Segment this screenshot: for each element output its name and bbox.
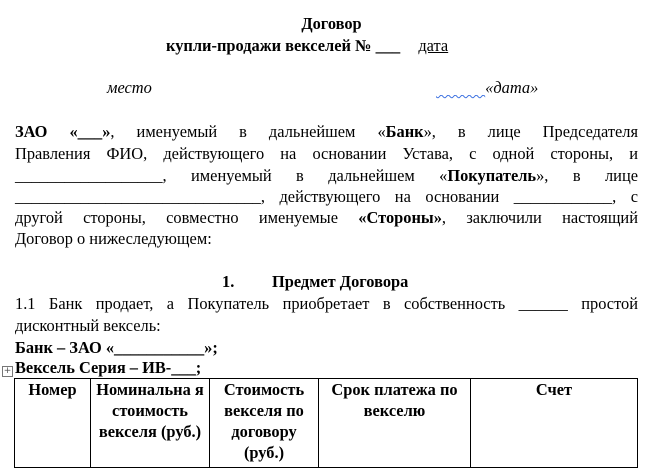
paragraph-line-3: __________________, именуемый в дальнейшем «Покупатель», в лице: [15, 166, 638, 185]
document-subtitle: [166, 36, 448, 56]
paragraph-line-4: ______________________________, действующего на основании ____________, с: [15, 187, 638, 206]
clause-1-1-line-1: 1.1 Банк продает, а Покупатель приобретает в собственность ______ простой: [15, 294, 638, 313]
header-account: Счет: [471, 379, 638, 468]
subtitle-date: дата: [418, 36, 449, 55]
subtitle-text: купли-продажи векселей № ___: [166, 36, 401, 55]
header-payment-term: Срок платежа по векселю: [319, 379, 471, 468]
bank-line: Банк – ЗАО «___________»;: [15, 338, 218, 357]
header-number: Номер: [15, 379, 91, 468]
bills-table: [14, 378, 638, 468]
date-text: «дата»: [485, 78, 539, 97]
section-number: 1.: [222, 272, 235, 291]
place-field: место: [107, 78, 152, 97]
bill-series-line: Вексель Серия – ИВ-___;: [15, 358, 202, 377]
clause-1-1-line-2: дисконтный вексель:: [15, 316, 161, 335]
header-contract-value: Стоимость векселя по договору (руб.): [210, 379, 319, 468]
table-move-handle-icon[interactable]: +: [3, 366, 12, 376]
date-field: [436, 78, 538, 98]
table-header-row: [15, 379, 638, 468]
section-heading: Предмет Договора: [272, 272, 409, 291]
date-blank: ______: [436, 78, 486, 97]
paragraph-line-6: Договор о нижеследующем:: [15, 229, 212, 248]
paragraph-line-2: Правления ФИО, действующего на основании Устава, с одной стороны, и: [15, 144, 638, 163]
document-title: Договор: [301, 14, 362, 33]
header-nominal-value: Номинальна я стоимость векселя (руб.): [91, 379, 210, 468]
paragraph-line-5: другой стороны, совместно именуемые «Стороны», заключили настоящий: [15, 208, 638, 227]
paragraph-line-1: ЗАО «___», именуемый в дальнейшем «Банк», в лице Председателя: [15, 122, 638, 141]
